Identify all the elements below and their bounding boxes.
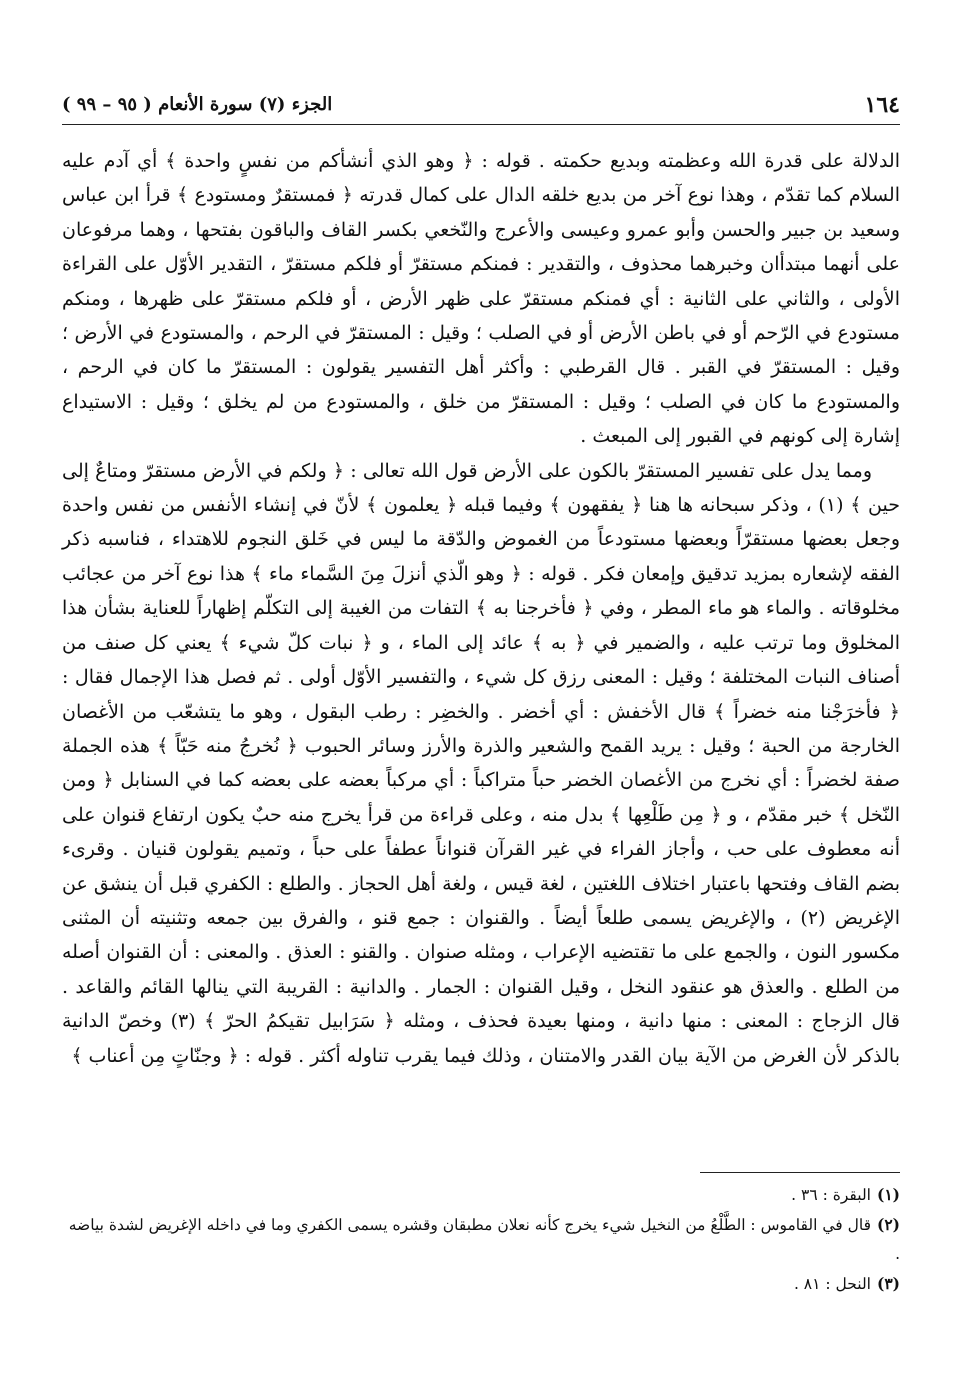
footnote-separator xyxy=(700,1172,900,1173)
footnote-marker: (٢) xyxy=(876,1215,900,1234)
footnote-text: قال في القاموس : الطَّلْعُ من النخيل شيء يخرج كأنه نعلان مطبقان وقشره يسمى الكفري وما في داخله الإغريض لشدة بياضه . xyxy=(68,1216,900,1263)
paragraph: ومما يدل على تفسير المستقرّ بالكون على الأرض قول الله تعالى : ﴿ ولكم في الأرض مستقرّ ومتاعٌ إلى حين ﴾ (١) ، وذكر سبحانه ها هنا ﴿ يفقهون ﴾ وفيما قبله ﴿ يعلمون ﴾ لأنّ في إنشاء الأنفس من نفس واحدة وجعل بعضها مستقرّاً وبعضها مستودعاً من الغموض والدّقة ما ليس في خَلق النجوم للاهتداء ، فناسبه ذكر الفقه لإشعاره بمزيد تدقيق وإمعان فكر . قوله : ﴿ وهو الّذي أنزلَ مِنَ السَّماء ماء ﴾ هذا نوع آخر من عجائب مخلوقاته . والماء هو ماء المطر ، وفي ﴿ فأخرجنا به ﴾ التفات من الغيبة إلى التكلّم إظهاراً للعناية بشأن هذا المخلوق وما ترتب عليه ، والضمير في ﴿ به ﴾ عائد إلى الماء ، و ﴿ نبات كلّ شيء ﴾ يعني كل صنف من أصناف النبات المختلفة ؛ وقيل : المعنى رزق كل شيء ، والتفسير الأوّل أولى . ثم فصل هذا الإجمال فقال : ﴿ فأخرَجْنا منه خضراً ﴾ قال الأخفش : أي أخضر . والخضِر : رطب البقول ، وهو ما يتشعّب من الأغصان الخارجة من الحبة ؛ وقيل : يريد القمح والشعير والذرة والأرز وسائر الحبوب ﴿ نُخرجُ منه حَبّاً ﴾ هذه الجملة صفة لخضراً : أي نخرج من الأغصان الخضر حباً متراكباً : أي مركباً بعضه على بعضه كما في السنابل ﴿ ومن النّخل ﴾ خبر مقدّم ، و ﴿ مِن طَلْعِها ﴾ بدل منه ، وعلى قراءة من قرأ يخرج منه حبٌ يكون ارتفاع قنوان على أنه معطوف على حب ، وأجاز الفراء في غير القرآن قنواناً عطفاً على حباً ، وتميم يقولون قنيان . وقرىء بضم القاف وفتحها باعتبار اختلاف اللغتين ، لغة قيس ، ولغة أهل الحجاز . والطلع : الكفري قبل أن ينشق عن الإغريض (٢) ، والإغريض يسمى طلعاً أيضاً . والقنوان : جمع قنو ، والفرق بين جمعه وتثنيته أن المثنى مكسور النون ، والجمع على ما تقتضيه الإعراب ، ومثله صنوان . والقنو : العذق . والمعنى : أن القنوان أصله من الطلع . والعذق هو عنقود النخل ، وقيل القنوان : الجمار . والدانية : القريبة التي ينالها القائم والقاعد . قال الزجاج : المعنى : منها دانية ، ومنها بعيدة فحذف ، ومثله ﴿ سَرَابيل تقيكمُ الحرّ ﴾ (٣) وخصّ الدانية بالذكر لأن الغرض من الآية بيان القدر والامتنان ، وذلك فيما يقرب تناوله أكثر . قوله : ﴿ وجنّاتٍ مِن أعناب ﴾ xyxy=(62,459,901,1067)
footnote-marker: (١) xyxy=(876,1185,900,1204)
footnote-text: النحل : ٨١ . xyxy=(793,1275,871,1293)
footnote xyxy=(62,1210,900,1269)
page-header xyxy=(62,90,900,125)
paragraph: الدلالة على قدرة الله وعظمته وبديع حكمته . قوله : ﴿ وهو الذي أنشأكم من نفسٍ واحدة ﴾ أي آدم عليه السلام كما تقدّم ، وهذا نوع آخر من بديع خلقه الدال على كمال قدرته ﴿ فمستقرٌ ومستودع ﴾ قرأ ابن عباس وسعيد بن جبير والحسن وأبو عمرو وعيسى والأعرج والنّخعي بكسر القاف والباقون بفتحها ، وهما مرفوعان على أنهما مبتدأان وخبرهما محذوف ، والتقدير : فمنكم مستقرّ أو فلكم مستقرّ ، التقدير الأوّل على القراءة الأولى ، والثاني على الثانية : أي فمنكم مستقرّ على ظهر الأرض ، أو فلكم مستقرّ على ظهرها ، ومنكم مستودع في الرّحم أو في باطن الأرض أو في الصلب ؛ وقيل : المستقرّ في الرحم ، والمستودع في الأرض ؛ وقيل : المستقرّ في القبر . قال القرطبي : وأكثر أهل التفسير يقولون : المستقرّ ما كان في الرحم ، والمستودع ما كان في الصلب ؛ وقيل : المستقرّ من خلق ، والمستودع من لم يخلق ؛ وقيل : الاستيداع إشارة إلى كونهم في القبور إلى المبعث . xyxy=(62,150,900,448)
footnote xyxy=(62,1269,900,1299)
page-number: ١٦٤ xyxy=(864,92,900,118)
footnote-marker: (٣) xyxy=(876,1274,900,1293)
footnote-text: البقرة : ٣٦ . xyxy=(791,1186,871,1204)
footnote xyxy=(62,1180,900,1210)
running-title: الجزء (٧) سورة الأنعام ( ٩٥ – ٩٩ ) xyxy=(62,94,333,115)
main-text xyxy=(62,144,900,1073)
footnotes xyxy=(62,1180,900,1299)
